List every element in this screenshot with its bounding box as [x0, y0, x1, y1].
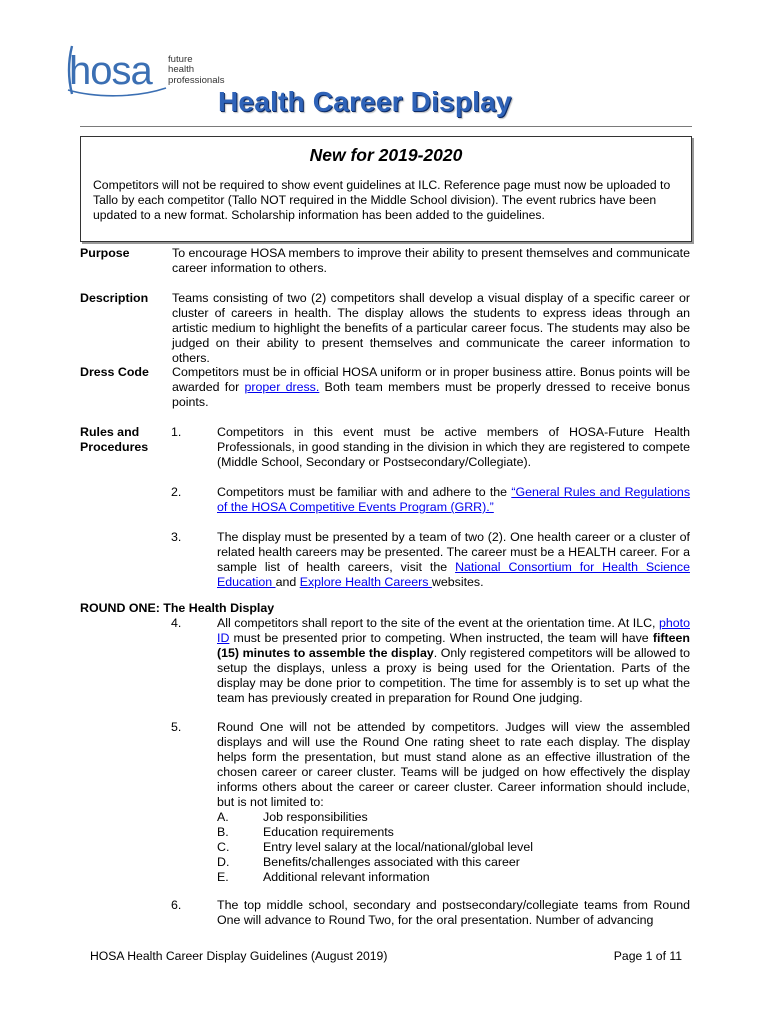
career-info-item: [217, 840, 690, 855]
rule-number: 6.: [171, 898, 182, 912]
explore-health-careers-link[interactable]: Explore Health Careers: [299, 575, 432, 589]
career-info-item: [217, 870, 690, 885]
dress-code-text: [172, 365, 690, 410]
rule-number: 4.: [171, 616, 182, 630]
career-info-letter: B.: [217, 825, 229, 839]
logo-tagline-line: professionals: [168, 74, 225, 86]
career-info-item: [217, 825, 690, 840]
page-footer: [90, 949, 682, 964]
description-text: Teams consisting of two (2) competitors shall develop a visual display of a specific career or cluster of careers in health. The display allows the students to express ideas through an artistic medium to highlight the benefits of a particular career focus. The students may also be judged on their ability to present themselves and communicate the career information to others.: [172, 291, 690, 365]
logo-word: hosa: [69, 49, 152, 93]
rules-label: [80, 425, 160, 455]
hosa-logo-mark: [66, 42, 170, 100]
rule-text-mid: and: [275, 575, 300, 589]
rule-number: 1.: [171, 425, 182, 439]
career-info-text: Education requirements: [263, 825, 394, 839]
career-info-text: Additional relevant information: [263, 870, 430, 884]
logo-tagline: [168, 55, 225, 86]
new-for-box: [80, 136, 692, 242]
career-info-text: Entry level salary at the local/national/global level: [263, 840, 533, 854]
footer-title: HOSA Health Career Display Guidelines (August 2019): [90, 949, 388, 963]
rule-text-after: . Only registered competitors will be allowed to setup the displays, unless a proxy is being used for the Orientation. Parts of the display may be done prior to competition. The time for assembly is to set up what the team has previously created in preparation for Round One judging.: [217, 646, 690, 705]
description-label: Description: [80, 291, 149, 305]
proper-dress-link[interactable]: proper dress.: [244, 380, 320, 394]
career-info-text: Job responsibilities: [263, 810, 368, 824]
rule-number: 5.: [171, 720, 182, 734]
rules-label-line: Rules and: [80, 425, 140, 439]
rule-text-mid: must be presented prior to competing. When instructed, the team will have: [229, 631, 653, 645]
nchse-link[interactable]: National Consortium for Health Science Education: [217, 560, 690, 589]
rule-text-main: Round One will not be attended by competitors. Judges will view the assembled displays and will use the Round One rating sheet to rate each display. The display helps form the presentation, but must stand alone as an effective illustration of the chosen career or career cluster. Teams will be judged on how effectively the display informs others about the career or career cluster. Career information should include, but is not limited to:: [217, 720, 690, 809]
career-info-item: [217, 855, 690, 870]
purpose-text: To encourage HOSA members to improve their ability to present themselves and communicate career information to others.: [172, 246, 690, 275]
page-title: Health Career Display: [218, 86, 512, 117]
dress-code-text-after: Both team members must be properly dressed to receive bonus points.: [172, 380, 690, 409]
dress-code-label: Dress Code: [80, 365, 149, 379]
new-for-text: Competitors will not be required to show event guidelines at ILC. Reference page must now be uploaded to Tallo by each competitor (Tallo NOT required in the Middle School division). The event rubrics have been updated to a new format. Scholarship information has been added to the guidelines.: [93, 178, 671, 222]
rule-text-before: All competitors shall report to the site of the event at the orientation time. At ILC,: [217, 616, 659, 630]
new-for-heading: New for 2019-2020: [309, 145, 463, 165]
rule-text-before: Competitors must be familiar with and adhere to the: [217, 485, 512, 499]
rule-text: [217, 616, 690, 706]
rule-text-after: websites.: [431, 575, 484, 589]
title-divider: [80, 126, 692, 127]
round-one-heading: ROUND ONE: The Health Display: [80, 601, 275, 615]
rules-label-line: Procedures: [80, 440, 149, 454]
career-info-item: [217, 810, 690, 825]
career-info-text: Benefits/challenges associated with this career: [263, 855, 520, 869]
dress-code-text-before: Competitors must be in official HOSA uniform or in proper business attire. Bonus points will be awarded for: [172, 365, 690, 394]
logo-tagline-line: health: [168, 64, 195, 76]
rule-text: [217, 485, 690, 515]
hosa-logo: [66, 42, 226, 100]
logo-tagline-line: future: [168, 54, 193, 65]
career-info-letter: E.: [217, 870, 229, 884]
rule-text: The top middle school, secondary and postsecondary/collegiate teams from Round One will advance to Round Two, for the oral presentation. Number of advancing: [217, 898, 690, 927]
page-number: Page 1 of 11: [613, 949, 682, 963]
grr-link[interactable]: “General Rules and Regulations of the HOSA Competitive Events Program (GRR).”: [217, 485, 691, 514]
career-info-letter: D.: [217, 855, 230, 869]
purpose-label: Purpose: [80, 246, 130, 260]
rule-text-before: The display must be presented by a team of two (2). One health career or a cluster of related health careers may be presented. The career must be a HEALTH career. For a sample list of health careers, visit the: [217, 530, 690, 574]
career-info-letter: C.: [217, 840, 230, 854]
rule-text-bold: fifteen (15) minutes to assemble the display: [217, 631, 690, 660]
career-info-letter: A.: [217, 810, 229, 824]
rule-text: Competitors in this event must be active members of HOSA-Future Health Professionals, in good standing in the division in which they are registered to compete (Middle School, Secondary or Postsecondary/Collegiate).: [217, 425, 690, 469]
photo-id-link[interactable]: photo ID: [217, 616, 690, 645]
rule-text: [217, 720, 690, 885]
rule-number: 3.: [171, 530, 182, 544]
rule-text: [217, 530, 690, 590]
rule-number: 2.: [171, 485, 182, 499]
